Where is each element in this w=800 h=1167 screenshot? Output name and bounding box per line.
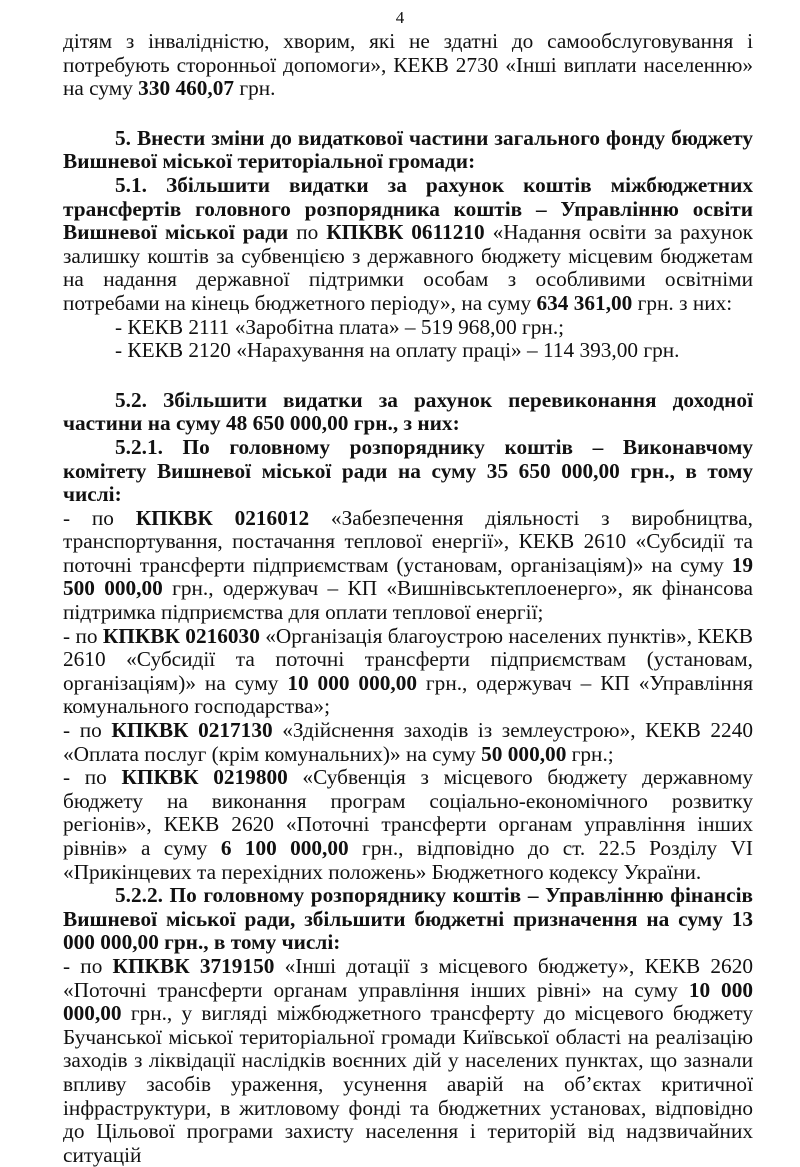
bold-text-run: 330 460,07	[138, 76, 235, 101]
section-5-heading	[63, 127, 753, 174]
list-item-kpkvk-0216030	[63, 625, 753, 719]
bold-text-run: КПКВК 3719150	[112, 953, 275, 978]
text-run: «Інші дотації з місцевого бюджету», КЕКВ 2620 «Поточні трансферти органам управління інших рівні» на суму	[63, 953, 753, 1002]
text-run: грн. з них:	[632, 290, 733, 315]
text-run: - по	[63, 623, 103, 648]
list-item-kpkvk-0216012	[63, 507, 753, 625]
bold-text-run: 50 000,00	[481, 741, 567, 766]
document-body	[63, 30, 753, 1167]
bold-text-run: КПКВК 0219800	[121, 765, 288, 790]
list-item-kpkvk-0219800	[63, 766, 753, 884]
list-item-kpkvk-3719150	[63, 955, 753, 1167]
text-run: «Організація благоустрою населених пунктів», КЕКВ 2610 «Субсидії та поточні трансферти підприємствам (установам, організаціям)» на суму	[63, 623, 754, 695]
list-item-kpkvk-0217130	[63, 719, 753, 766]
list-item-kekv-2120	[63, 339, 753, 363]
bold-text-run: 10 000 000,00	[63, 977, 753, 1026]
bold-text-run: 6 100 000,00	[220, 836, 349, 860]
bold-text-run: 10 000 000,00	[287, 670, 417, 695]
text-run: - по	[63, 953, 113, 978]
text-run: «Надання освіти за рахунок залишку коштів за субвенцією з державного бюджету місцевим бюджетам на надання державної підтримки особам з особливими освітніми потребами на кінець бюджетного періоду», на суму	[63, 220, 753, 315]
text-run: «Забезпечення діяльності з виробництва, транспортування, постачання теплової енергії», КЕКВ 2610 «Субсидії та поточні трансферти підприємствам (установам, організаціям)» на суму	[63, 505, 753, 577]
text-run: грн., одержувач – КП «Вишнівськтеплоенерго», як фінансова підтримка підприємства для оплати теплової енергії;	[63, 576, 753, 625]
bold-text-run: КПКВК 0216030	[102, 623, 260, 648]
text-run: дітям з інвалідністю, хворим, які не здатні до самообслуговування і потребують сторонньої допомоги», КЕКВ 2730 «Інші виплати населенню» на суму	[63, 29, 753, 101]
section-5-1	[63, 174, 753, 316]
bold-text-run: 5.2.2. По головному розпоряднику коштів – Управлінню фінансів Вишневої міської ради, збільшити бюджетні призначення на суму 13 000 000,00 грн., в тому числі:	[63, 883, 753, 955]
text-run: грн., відповідно до ст. 22.5 Розділу VI «Прикінцевих та перехідних положень» Бюджетного кодексу України.	[63, 836, 754, 884]
text-run: - по	[63, 718, 112, 743]
text-run: грн., у вигляді міжбюджетного трансферту до місцевого бюджету Бучанської міської територіальної громади Київської області на реалізацію заходів з ліквідації наслідків воєнних дій у населених пунктах, що зазнали впливу засобів ураження, усунення аварій на об’єктах критичної інфраструктури, в житловому фонді та бюджетних установах, відповідно до Цільової програми захисту населення і територій від надзвичайних ситуацій	[63, 1001, 753, 1167]
bold-text-run: 5. Внести зміни до видаткової частини загального фонду бюджету Вишневої міської територіальної громади:	[63, 125, 753, 174]
text-run: грн., одержувач – КП «Управління комунального господарства»;	[63, 670, 754, 719]
bold-text-run: КПКВК 0216012	[135, 505, 310, 530]
text-run: грн.;	[566, 741, 614, 766]
text-run: - по	[63, 765, 122, 790]
bold-text-run: 5.2.1. По головному розпоряднику коштів – Виконавчому комітету Вишневої міської ради на суму 35 650 000,00 грн., в тому числі:	[63, 434, 753, 507]
section-5-2	[63, 389, 753, 436]
text-run: по	[288, 220, 327, 245]
section-5-2-2	[63, 884, 753, 955]
bold-text-run: КПКВК 0217130	[111, 718, 273, 743]
paragraph-continuation	[63, 30, 753, 101]
page-number: 4	[395, 8, 405, 27]
text-run: грн.	[234, 76, 276, 101]
bold-text-run: 5.1. Збільшити видатки за рахунок коштів міжбюджетних трансфертів головного розпорядника коштів – Управлінню освіти Вишневої міської ради	[63, 172, 753, 245]
bold-text-run: 5.2. Збільшити видатки за рахунок перевиконання доходної частини на суму 48 650 000,00 грн., з них:	[63, 387, 753, 436]
text-run: «Здійснення заходів із землеустрою», КЕКВ 2240 «Оплата послуг (крім комунальних)» на суму	[63, 718, 753, 766]
text-run: «Субвенція з місцевого бюджету державному бюджету на виконання програм соціально-економічного розвитку регіонів», КЕКВ 2620 «Поточні трансферти органам управління інших рівнів» а суму	[63, 765, 753, 860]
bold-text-run: КПКВК 0611210	[326, 220, 485, 245]
text-run: - КЕКВ 2120 «Нарахування на оплату праці» – 114 393,00 грн.	[115, 338, 680, 363]
bold-text-run: 19 500 000,00	[63, 552, 753, 601]
bold-text-run: 634 361,00	[536, 290, 633, 315]
text-run: - по	[63, 505, 136, 530]
section-5-2-1	[63, 436, 753, 507]
list-item-kekv-2111	[63, 316, 753, 340]
text-run: - КЕКВ 2111 «Заробітна плата» – 519 968,00 грн.;	[115, 314, 565, 339]
